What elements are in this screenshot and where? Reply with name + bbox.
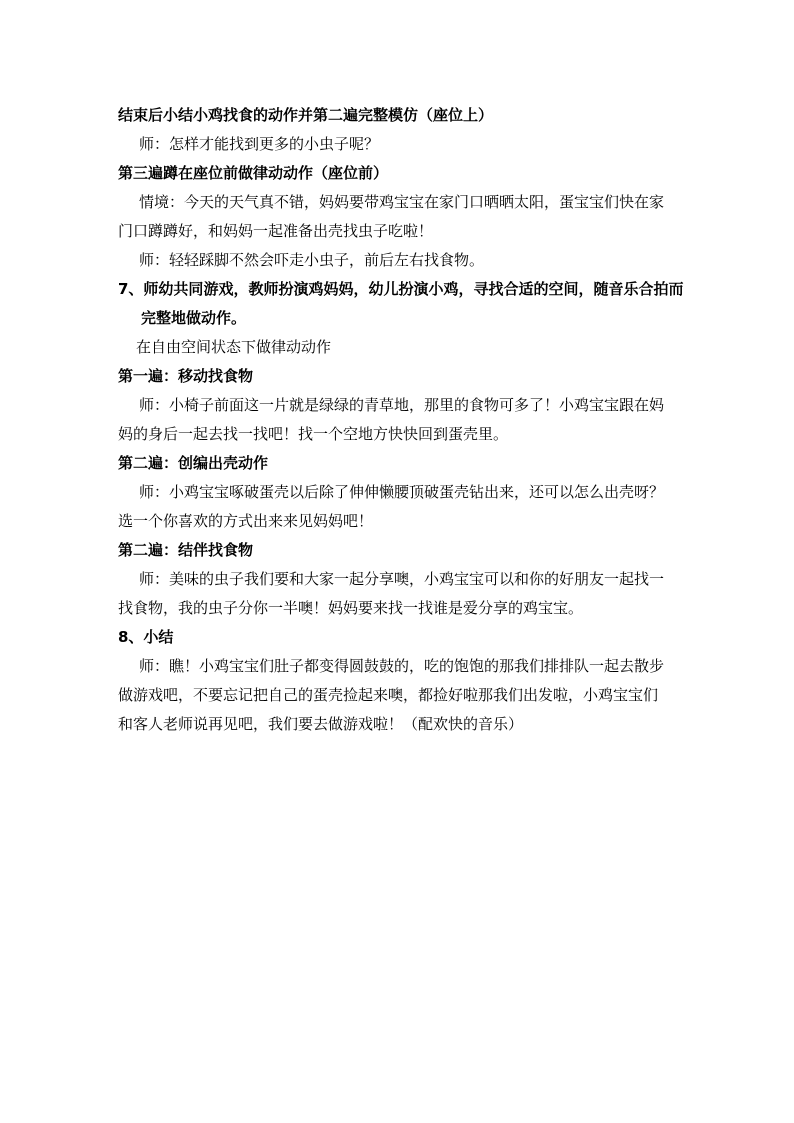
teacher-line: 师：怎样才能找到更多的小虫子呢？: [139, 135, 380, 153]
scenario-paragraph: 情境：今天的天气真不错，妈妈要带鸡宝宝在家门口晒晒太阳，蛋宝宝们快在家门口蹲蹲好，和妈妈一起准备出壳找虫子吃啦！: [118, 193, 665, 240]
subheading-text: 在自由空间状态下做律动动作: [136, 338, 332, 356]
teacher-paragraph: 师：小鸡宝宝啄破蛋壳以后除了伸伸懒腰顶破蛋壳钻出来，还可以怎么出壳呀？选一个你喜欢的方式出来来见妈妈吧！: [118, 483, 665, 530]
section-heading: 第三遍蹲在座位前做律动动作（座位前）: [118, 164, 389, 182]
section-heading: 第二遍：创编出壳动作: [118, 454, 269, 472]
section-heading: 第一遍：移动找食物: [118, 367, 254, 385]
document-body: [118, 101, 684, 739]
section-heading: 第二遍：结伴找食物: [118, 541, 254, 559]
numbered-step-heading: 7、师幼共同游戏，教师扮演鸡妈妈，幼儿扮演小鸡，寻找合适的空间，随音乐合拍而完整地做动作。: [118, 280, 684, 327]
teacher-line: 师：轻轻踩脚不然会吓走小虫子，前后左右找食物。: [139, 251, 485, 269]
numbered-step-heading: 8、小结: [118, 628, 174, 646]
teacher-paragraph: 师：美味的虫子我们要和大家一起分享噢，小鸡宝宝可以和你的好朋友一起找一找食物，我的虫子分你一半噢！妈妈要来找一找谁是爱分享的鸡宝宝。: [118, 570, 665, 617]
teacher-paragraph: 师：瞧！小鸡宝宝们肚子都变得圆鼓鼓的，吃的饱饱的那我们排排队一起去散步做游戏吧，不要忘记把自己的蛋壳捡起来噢，都捡好啦那我们出发啦，小鸡宝宝们和客人老师说再见吧，我们要去做游戏啦！（配欢快的音乐）: [118, 657, 665, 733]
section-heading: 结束后小结小鸡找食的动作并第二遍完整模仿（座位上）: [118, 106, 494, 124]
teacher-paragraph: 师：小椅子前面这一片就是绿绿的青草地，那里的食物可多了！小鸡宝宝跟在妈妈的身后一起去找一找吧！找一个空地方快快回到蛋壳里。: [118, 396, 665, 443]
